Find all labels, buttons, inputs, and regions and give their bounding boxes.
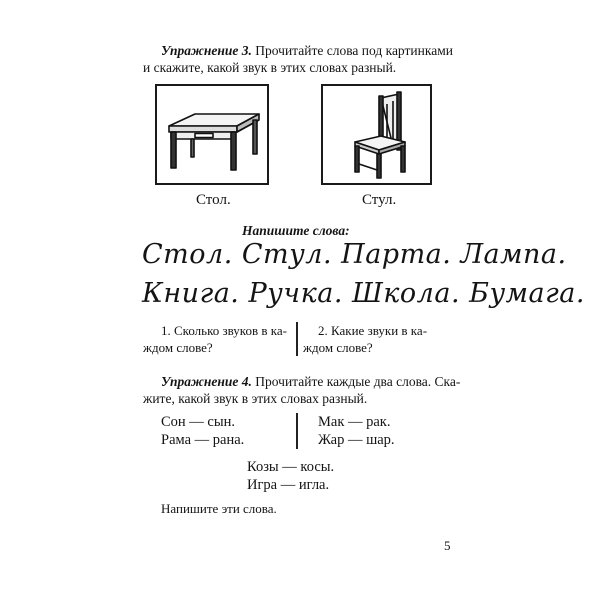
question-2-line2: ждом слове?: [303, 340, 373, 355]
chair-picture-frame: [321, 84, 432, 185]
page-number: 5: [444, 538, 451, 553]
pair-center-2: Игра — игла.: [247, 477, 330, 493]
pairs-divider: [296, 413, 298, 449]
exercise-3-line2: и скажите, какой звук в этих словах разный.: [143, 60, 397, 75]
chair-icon: [323, 86, 430, 183]
write-these-words: Напишите эти слова.: [161, 501, 277, 516]
question-1-line1: 1. Сколько звуков в ка-: [161, 323, 287, 338]
pair-right-2: Жар — шар.: [318, 432, 395, 448]
table-icon: [157, 86, 267, 183]
cursive-line-2: Книга. Ручка. Школа. Бумага.: [142, 278, 585, 309]
exercise-3-text: [161, 42, 453, 59]
write-words-heading: Напишите слова:: [242, 223, 350, 238]
pair-center-1: Козы — косы.: [247, 459, 335, 475]
pair-right-1: Мак — рак.: [318, 414, 391, 430]
chair-caption: Стул.: [362, 192, 397, 208]
table-picture-frame: [155, 84, 269, 185]
question-1: [161, 322, 287, 339]
question-1-line2: ждом слове?: [143, 340, 213, 355]
questions-divider: [296, 322, 298, 356]
exercise-3-label: Упражнение 3.: [161, 43, 252, 58]
exercise-4-line1: Прочитайте каждые два слова. Ска-: [251, 374, 461, 389]
question-2-line1: 2. Какие звуки в ка-: [318, 323, 428, 338]
exercise-4-line2: жите, какой звук в этих словах разный.: [143, 391, 368, 406]
pair-left-1: Сон — сын.: [161, 414, 235, 430]
exercise-4-text: [161, 373, 460, 390]
exercise-3-line1: Прочитайте слова под картинками: [251, 43, 453, 58]
pair-left-2: Рама — рана.: [161, 432, 245, 448]
table-caption: Стол.: [196, 192, 231, 208]
cursive-line-1: Стол. Стул. Парта. Лампа.: [142, 239, 567, 270]
exercise-4-label: Упражнение 4.: [161, 374, 252, 389]
